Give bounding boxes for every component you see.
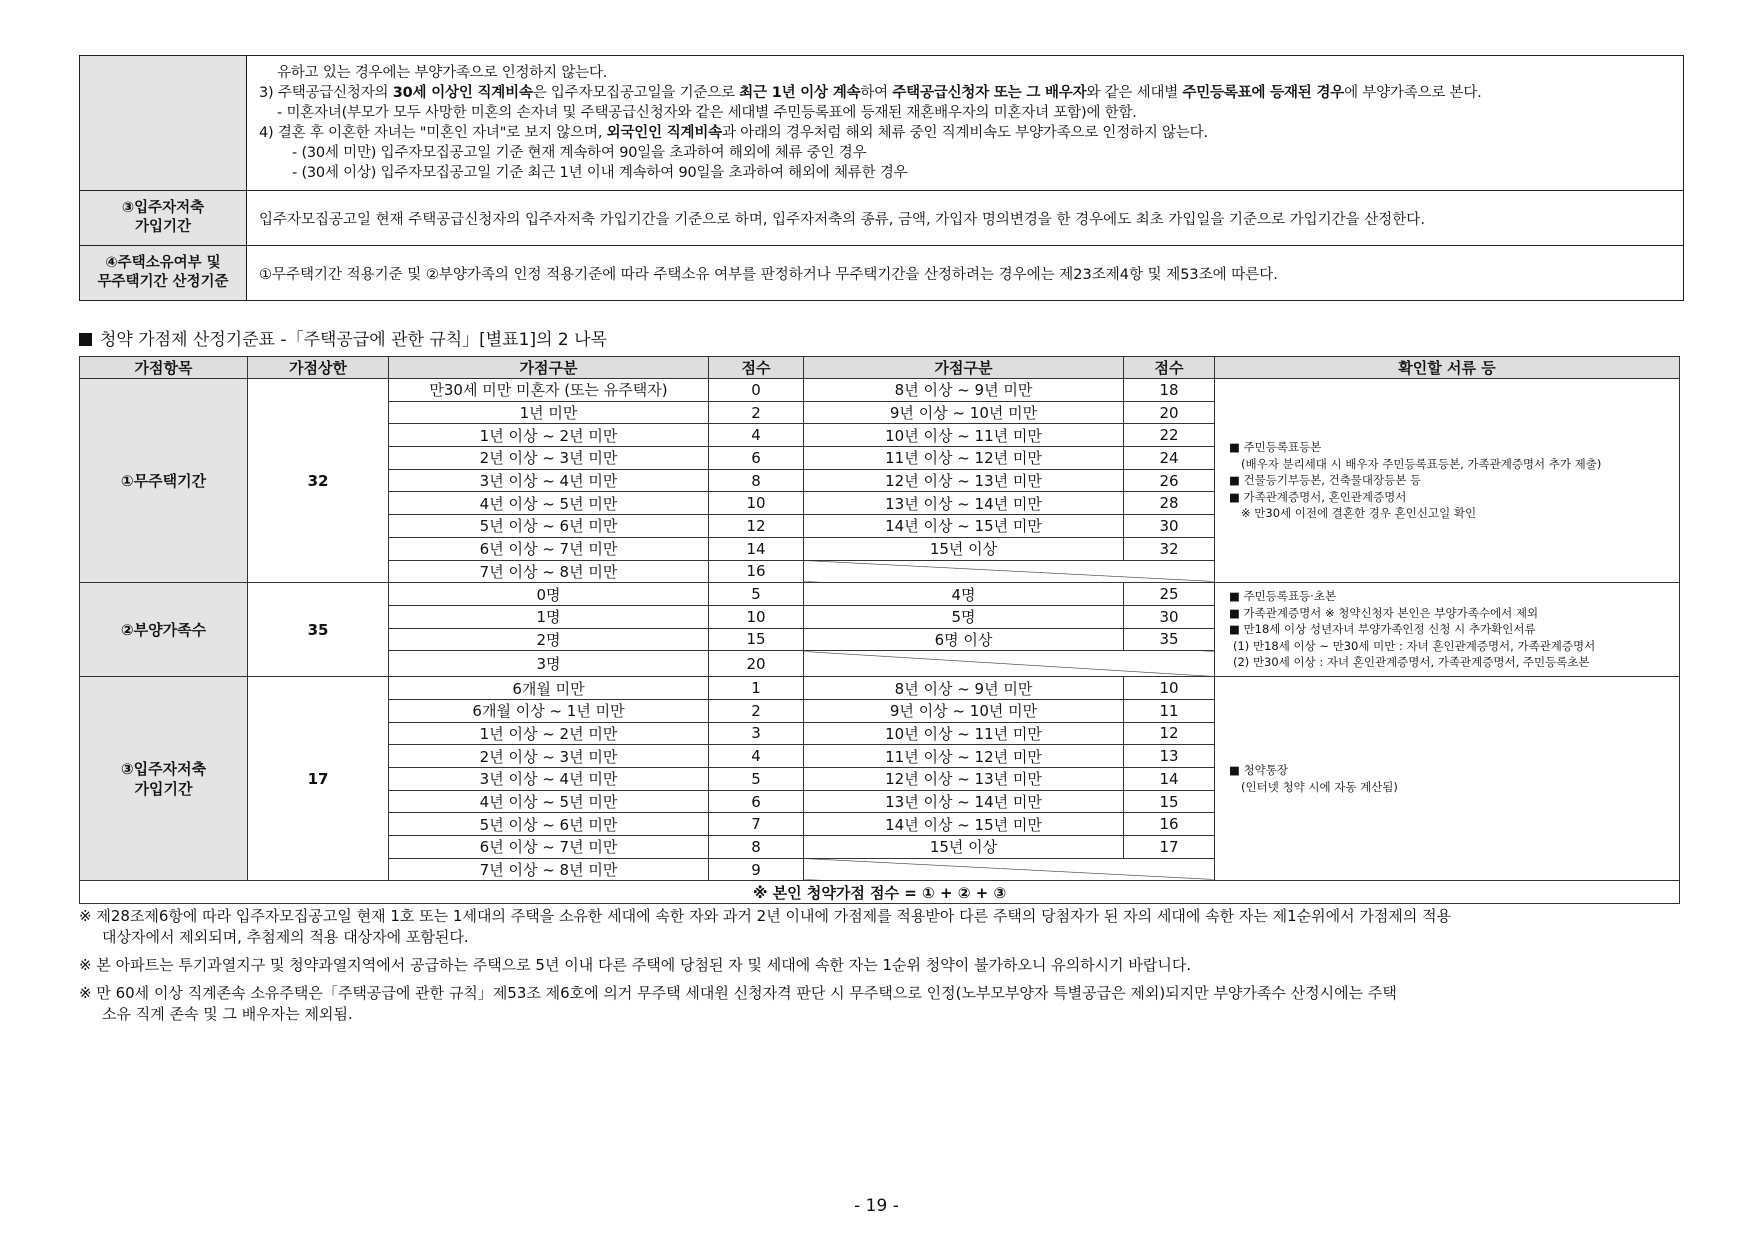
range-cell: 1년 이상 ~ 2년 미만: [389, 722, 709, 745]
house-ownership-text: ①무주택기간 적용기준 및 ②부양가족의 인정 적용기준에 따라 주택소유 여부를 판정하거나 무주택기간을 산정하려는 경우에는 제23조제4항 및 제53조에 따른다.: [247, 246, 1684, 301]
column-header: 가점구분: [804, 357, 1124, 379]
score-criteria-table: [79, 356, 1680, 904]
score-cell: 12: [709, 515, 804, 538]
range-cell: 6년 이상 ~ 7년 미만: [389, 537, 709, 560]
diagonal-empty-cell: [804, 560, 1215, 583]
note-item: ※ 만 60세 이상 직계존속 소유주택은「주택공급에 관한 규칙」제53조 제6호에 의거 무주택 세대원 신청자격 판단 시 무주택으로 인정(노부모부양자 특별공급은 제외)되지만 부양가족수 산정시에는 주택 소유 직계 존속 및 그 배우자는 제외됨.: [79, 984, 1397, 1023]
range-cell: 6년 이상 ~ 7년 미만: [389, 836, 709, 859]
range-cell: 7년 이상 ~ 8년 미만: [389, 560, 709, 583]
range-cell: 4명: [804, 583, 1124, 606]
score-cell: 6: [709, 447, 804, 470]
score-cell: 8: [709, 836, 804, 859]
column-header: 가점구분: [389, 357, 709, 379]
category-cell: ①무주택기간: [80, 379, 248, 583]
column-header: 가점항목: [80, 357, 248, 379]
score-cell: 30: [1124, 605, 1215, 628]
category-cell: ③입주자저축 가입기간: [80, 677, 248, 881]
score-cell: 18: [1124, 379, 1215, 402]
score-cell: 5: [709, 583, 804, 606]
score-cell: 15: [1124, 790, 1215, 813]
score-cell: 5: [709, 768, 804, 791]
range-cell: 5년 이상 ~ 6년 미만: [389, 813, 709, 836]
range-cell: 6명 이상: [804, 628, 1124, 651]
range-cell: 12년 이상 ~ 13년 미만: [804, 469, 1124, 492]
score-cell: 13: [1124, 745, 1215, 768]
rule-line: - 미혼자녀(부모가 모두 사망한 미혼의 손자녀 및 주택공급신청자와 같은 세대별 주민등록표에 등재된 재혼배우자의 미혼자녀 포함)에 한함.: [277, 105, 1137, 121]
range-cell: 1명: [389, 605, 709, 628]
range-cell: 9년 이상 ~ 10년 미만: [804, 699, 1124, 722]
score-cell: 10: [1124, 677, 1215, 700]
range-cell: 11년 이상 ~ 12년 미만: [804, 447, 1124, 470]
score-cell: 14: [709, 537, 804, 560]
score-cell: 16: [709, 560, 804, 583]
rule-line: - (30세 이상) 입주자모집공고일 기준 최근 1년 이내 계속하여 90일을 초과하여 해외에 체류한 경우: [292, 165, 908, 181]
table-row: [80, 677, 1680, 700]
score-cell: 2: [709, 401, 804, 424]
empty-label-cell: [80, 56, 247, 191]
score-cell: 1: [709, 677, 804, 700]
column-header: 확인할 서류 등: [1215, 357, 1680, 379]
range-cell: 2년 이상 ~ 3년 미만: [389, 447, 709, 470]
savings-period-text: 입주자모집공고일 현재 주택공급신청자의 입주자저축 가입기간을 기준으로 하며, 입주자저축의 종류, 금액, 가입자 명의변경을 한 경우에도 최초 가입일을 기준으로 가입기간을 산정한다.: [247, 191, 1684, 246]
page-number: - 19 -: [854, 1196, 899, 1216]
section-title: 청약 가점제 산정기준표 -「주택공급에 관한 규칙」[별표1]의 2 나목: [79, 325, 607, 350]
score-cell: 26: [1124, 469, 1215, 492]
score-cell: 14: [1124, 768, 1215, 791]
range-cell: 2년 이상 ~ 3년 미만: [389, 745, 709, 768]
table-row: [80, 379, 1680, 402]
rules-cell: [247, 56, 1684, 191]
score-cell: 35: [1124, 628, 1215, 651]
score-cell: 12: [1124, 722, 1215, 745]
range-cell: 14년 이상 ~ 15년 미만: [804, 515, 1124, 538]
range-cell: 12년 이상 ~ 13년 미만: [804, 768, 1124, 791]
score-cell: 2: [709, 699, 804, 722]
docs-cell: ■ 주민등록표등본 (배우자 분리세대 시 배우자 주민등록표등본, 가족관계증명서 추가 제출) ■ 건물등기부등본, 건축물대장등본 등 ■ 가족관계증명서, 혼인관계증명서 ※ 만30세 이전에 결혼한 경우 혼인신고일 확인: [1215, 379, 1680, 583]
range-cell: 3명: [389, 651, 709, 677]
score-cell: 32: [1124, 537, 1215, 560]
note-item: ※ 제28조제6항에 따라 입주자모집공고일 현재 1호 또는 1세대의 주택을 소유한 세대에 속한 자와 과거 2년 이내에 가점제를 적용받아 다른 주택의 당첨자가 된 자의 세대에 속한 자는 제1순위에서 가점제의 적용 대상자에서 제외되며, 추첨제의 적용 대상자에 포함된다.: [79, 907, 1452, 946]
range-cell: 15년 이상: [804, 537, 1124, 560]
range-cell: 8년 이상 ~ 9년 미만: [804, 677, 1124, 700]
range-cell: 15년 이상: [804, 836, 1124, 859]
score-cell: 25: [1124, 583, 1215, 606]
cap-cell: 35: [248, 583, 389, 677]
range-cell: 13년 이상 ~ 14년 미만: [804, 492, 1124, 515]
range-cell: 2명: [389, 628, 709, 651]
score-cell: 10: [709, 605, 804, 628]
range-cell: 5명: [804, 605, 1124, 628]
rule-line: 3) 주택공급신청자의 30세 이상인 직계비속은 입주자모집공고일을 기준으로 최근 1년 이상 계속하여 주택공급신청자 또는 그 배우자와 같은 세대별 주민등록표에 등재된 경우에 부양가족으로 본다.: [259, 85, 1482, 101]
score-cell: 16: [1124, 813, 1215, 836]
notes: [79, 906, 1679, 1032]
range-cell: 7년 이상 ~ 8년 미만: [389, 858, 709, 881]
score-cell: 24: [1124, 447, 1215, 470]
rule-line: 4) 결혼 후 이혼한 자녀는 "미혼인 자녀"로 보지 않으며, 외국인인 직계비속과 아래의 경우처럼 해외 체류 중인 직계비속도 부양가족으로 인정하지 않는다.: [259, 125, 1208, 141]
total-row: [80, 881, 1680, 904]
diagonal-empty-cell: [804, 651, 1215, 677]
top-rules-table: [79, 55, 1684, 301]
docs-cell: ■ 청약통장 (인터넷 청약 시에 자동 계산됨): [1215, 677, 1680, 881]
docs-cell: ■ 주민등록표등·초본 ■ 가족관계증명서 ※ 청약신청자 본인은 부양가족수에서 제외 ■ 만18세 이상 성년자녀 부양가족인정 신청 시 추가확인서류 (1) 만18세 이상 ~ 만30세 미만 : 자녀 혼인관계증명서, 가족관계증명서 (2) 만30세 이상 : 자녀 혼인관계증명서, 가족관계증명서, 주민등록초본: [1215, 583, 1680, 677]
score-cell: 11: [1124, 699, 1215, 722]
column-header: 가점상한: [248, 357, 389, 379]
square-bullet-icon: [79, 333, 92, 346]
total-formula: ※ 본인 청약가점 점수 = ① + ② + ③: [80, 881, 1680, 904]
score-cell: 9: [709, 858, 804, 881]
cap-cell: 17: [248, 677, 389, 881]
range-cell: 10년 이상 ~ 11년 미만: [804, 424, 1124, 447]
range-cell: 6개월 미만: [389, 677, 709, 700]
score-cell: 17: [1124, 836, 1215, 859]
range-cell: 1년 이상 ~ 2년 미만: [389, 424, 709, 447]
column-header: 점수: [709, 357, 804, 379]
score-cell: 20: [1124, 401, 1215, 424]
range-cell: 4년 이상 ~ 5년 미만: [389, 492, 709, 515]
range-cell: 3년 이상 ~ 4년 미만: [389, 768, 709, 791]
range-cell: 13년 이상 ~ 14년 미만: [804, 790, 1124, 813]
row-label-savings-period: ③입주자저축 가입기간: [80, 191, 247, 246]
header-row: [80, 357, 1680, 379]
cap-cell: 32: [248, 379, 389, 583]
score-cell: 10: [709, 492, 804, 515]
range-cell: 4년 이상 ~ 5년 미만: [389, 790, 709, 813]
range-cell: 3년 이상 ~ 4년 미만: [389, 469, 709, 492]
score-cell: 4: [709, 745, 804, 768]
score-cell: 0: [709, 379, 804, 402]
score-cell: 7: [709, 813, 804, 836]
score-cell: 22: [1124, 424, 1215, 447]
column-header: 점수: [1124, 357, 1215, 379]
score-cell: 8: [709, 469, 804, 492]
range-cell: 10년 이상 ~ 11년 미만: [804, 722, 1124, 745]
table-row: [80, 583, 1680, 606]
score-cell: 3: [709, 722, 804, 745]
diagonal-empty-cell: [804, 858, 1215, 881]
score-cell: 6: [709, 790, 804, 813]
score-cell: 28: [1124, 492, 1215, 515]
rule-line: - (30세 미만) 입주자모집공고일 기준 현재 계속하여 90일을 초과하여 해외에 체류 중인 경우: [292, 145, 867, 161]
range-cell: 6개월 이상 ~ 1년 미만: [389, 699, 709, 722]
row-label-house-ownership: ④주택소유여부 및 무주택기간 산정기준: [80, 246, 247, 301]
range-cell: 5년 이상 ~ 6년 미만: [389, 515, 709, 538]
note-item: ※ 본 아파트는 투기과열지구 및 청약과열지역에서 공급하는 주택으로 5년 이내 다른 주택에 당첨된 자 및 세대에 속한 자는 1순위 청약이 불가하오니 유의하시기 바랍니다.: [79, 956, 1192, 974]
range-cell: 1년 미만: [389, 401, 709, 424]
score-cell: 4: [709, 424, 804, 447]
range-cell: 11년 이상 ~ 12년 미만: [804, 745, 1124, 768]
score-cell: 20: [709, 651, 804, 677]
range-cell: 0명: [389, 583, 709, 606]
range-cell: 만30세 미만 미혼자 (또는 유주택자): [389, 379, 709, 402]
rule-line: 유하고 있는 경우에는 부양가족으로 인정하지 않는다.: [277, 65, 608, 81]
category-cell: ②부양가족수: [80, 583, 248, 677]
score-cell: 30: [1124, 515, 1215, 538]
range-cell: 9년 이상 ~ 10년 미만: [804, 401, 1124, 424]
range-cell: 14년 이상 ~ 15년 미만: [804, 813, 1124, 836]
score-cell: 15: [709, 628, 804, 651]
range-cell: 8년 이상 ~ 9년 미만: [804, 379, 1124, 402]
